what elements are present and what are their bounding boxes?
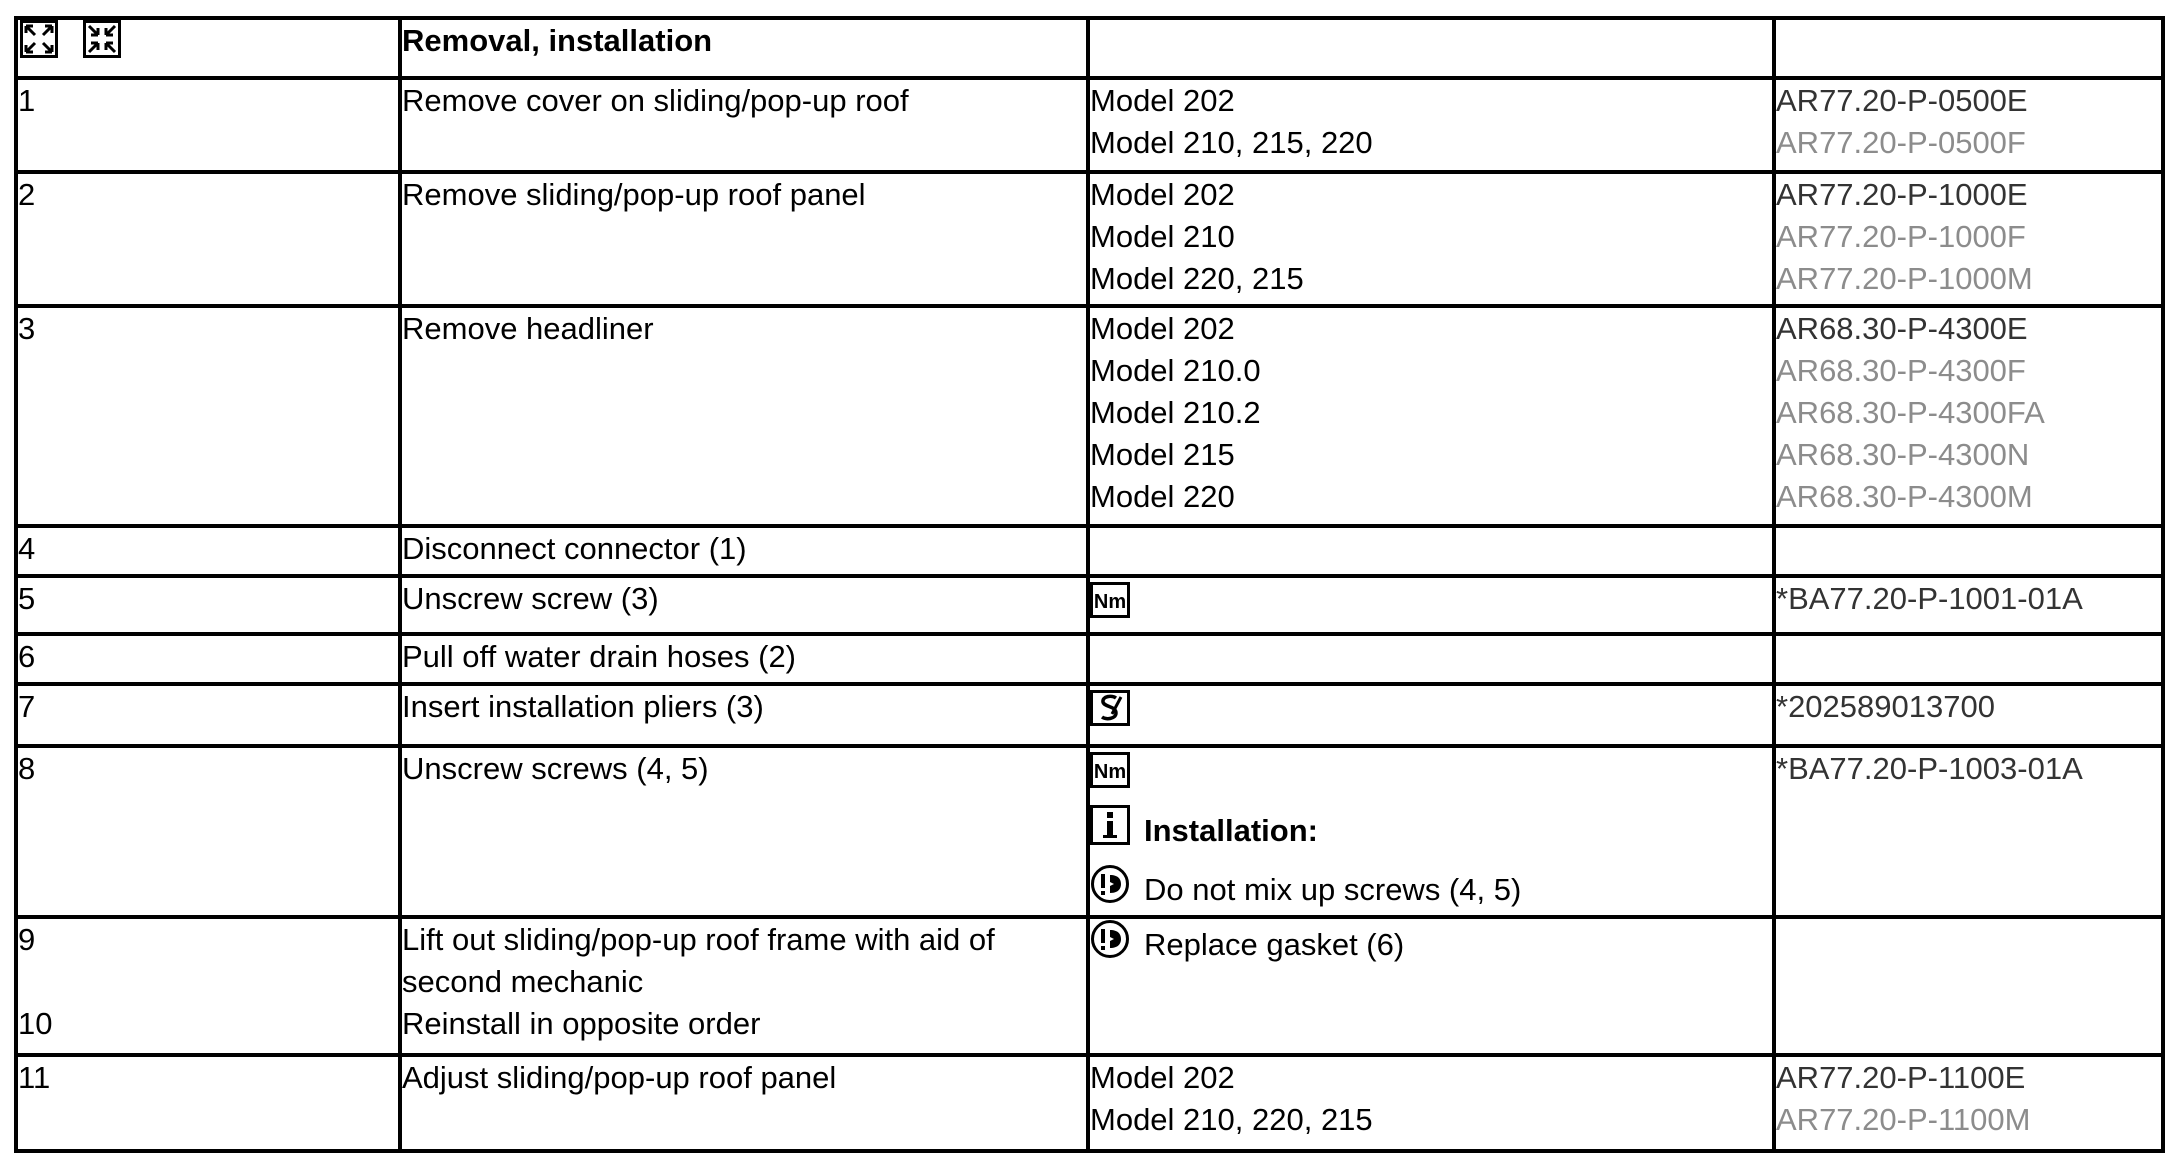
step-action: Unscrew screw (3) [400, 576, 1088, 634]
model-label: Model 202 [1090, 177, 1235, 212]
step-action: Reinstall in opposite order [402, 1006, 761, 1041]
step-number: 2 [16, 172, 400, 306]
step-action: Remove headliner [400, 306, 1088, 526]
step-number: 8 [16, 746, 400, 917]
step-number: 5 [16, 576, 400, 634]
installation-note [1090, 805, 1772, 856]
header-empty-cell [1088, 18, 1774, 78]
special-tool-icon[interactable] [1090, 690, 1130, 737]
caution-icon [1090, 864, 1130, 915]
step-action-cell [400, 917, 1088, 1055]
table-row [16, 172, 2163, 306]
expand-icon[interactable] [20, 20, 58, 69]
caution-text: Replace gasket (6) [1144, 926, 1405, 962]
reference-cell [1774, 306, 2163, 526]
step-action: Disconnect connector (1) [400, 526, 1088, 576]
model-label: Model 202 [1090, 83, 1235, 118]
step-number: 4 [16, 526, 400, 576]
reference-link[interactable]: *BA77.20-P-1003-01A [1774, 746, 2163, 917]
reference-cell [1774, 172, 2163, 306]
model-label: Model 202 [1090, 311, 1235, 346]
model-label: Model 220, 215 [1090, 261, 1304, 296]
step-number: 1 [16, 78, 400, 172]
reference-link[interactable]: AR77.20-P-0500E [1776, 83, 2028, 118]
tool-cell [1088, 576, 1774, 634]
table-row [16, 684, 2163, 746]
step-number: 7 [16, 684, 400, 746]
step-action: Remove cover on sliding/pop-up roof [400, 78, 1088, 172]
table-row [16, 576, 2163, 634]
table-row [16, 917, 2163, 1055]
step-action: Adjust sliding/pop-up roof panel [400, 1055, 1088, 1151]
model-cell [1088, 172, 1774, 306]
empty-cell [1774, 526, 2163, 576]
reference-link[interactable]: *BA77.20-P-1001-01A [1774, 576, 2163, 634]
model-cell [1088, 306, 1774, 526]
reference-link[interactable]: AR68.30-P-4300F [1776, 353, 2026, 388]
step-action: Lift out sliding/pop-up roof frame with aid of second mechanic [402, 922, 995, 999]
caution-note [1090, 864, 1772, 915]
model-label: Model 210, 215, 220 [1090, 125, 1373, 160]
svg-text:Nm: Nm [1093, 761, 1127, 783]
table-row [16, 634, 2163, 684]
model-label: Model 210, 220, 215 [1090, 1102, 1373, 1137]
reference-link[interactable]: AR77.20-P-0500F [1776, 125, 2026, 160]
model-label: Model 202 [1090, 1060, 1235, 1095]
reference-link[interactable]: AR68.30-P-4300M [1776, 479, 2033, 514]
installation-label: Installation: [1144, 812, 1318, 848]
reference-link[interactable]: AR77.20-P-1100M [1776, 1102, 2031, 1137]
model-label: Model 215 [1090, 437, 1235, 472]
model-label: Model 210.2 [1090, 395, 1261, 430]
reference-link[interactable]: AR77.20-P-1000M [1776, 261, 2033, 296]
tool-cell [1088, 684, 1774, 746]
step-action: Insert installation pliers (3) [400, 684, 1088, 746]
empty-cell [1088, 526, 1774, 576]
reference-link[interactable]: AR77.20-P-1100E [1776, 1060, 2026, 1095]
step-action: Pull off water drain hoses (2) [400, 634, 1088, 684]
table-row [16, 1055, 2163, 1151]
table-header-row [16, 18, 2163, 78]
model-label: Model 210 [1090, 219, 1235, 254]
torque-nm-icon[interactable] [1090, 752, 1130, 799]
model-cell [1088, 78, 1774, 172]
note-cell [1088, 917, 1774, 1055]
reference-link[interactable]: AR77.20-P-1000F [1776, 219, 2026, 254]
reference-cell [1774, 78, 2163, 172]
reference-link[interactable]: AR77.20-P-1000E [1776, 177, 2028, 212]
collapse-icon[interactable] [83, 20, 121, 69]
empty-cell [1774, 917, 2163, 1055]
model-label: Model 220 [1090, 479, 1235, 514]
model-label: Model 210.0 [1090, 353, 1261, 388]
reference-link[interactable]: AR68.30-P-4300N [1776, 437, 2030, 472]
tool-cell [1088, 746, 1774, 917]
caution-text: Do not mix up screws (4, 5) [1144, 871, 1522, 907]
caution-note [1090, 919, 1772, 970]
empty-cell [1774, 634, 2163, 684]
step-number: 3 [16, 306, 400, 526]
table-row [16, 306, 2163, 526]
reference-link[interactable]: AR68.30-P-4300E [1776, 311, 2028, 346]
header-empty-cell [1774, 18, 2163, 78]
step-number-cell [16, 917, 400, 1055]
step-number: 6 [16, 634, 400, 684]
torque-nm-icon[interactable] [1090, 582, 1130, 629]
table-row [16, 746, 2163, 917]
reference-link[interactable]: *202589013700 [1774, 684, 2163, 746]
step-action: Remove sliding/pop-up roof panel [400, 172, 1088, 306]
info-icon[interactable] [1090, 805, 1130, 856]
empty-cell [1088, 634, 1774, 684]
step-action: Unscrew screws (4, 5) [400, 746, 1088, 917]
table-row [16, 526, 2163, 576]
caution-icon [1090, 919, 1130, 970]
table-row [16, 78, 2163, 172]
svg-text:Nm: Nm [1093, 591, 1127, 613]
step-number: 9 [18, 922, 36, 957]
header-icons-cell [16, 18, 400, 78]
page-title: Removal, installation [400, 18, 1088, 78]
model-cell [1088, 1055, 1774, 1151]
reference-link[interactable]: AR68.30-P-4300FA [1776, 395, 2045, 430]
reference-cell [1774, 1055, 2163, 1151]
step-number: 11 [16, 1055, 400, 1151]
procedure-table [14, 16, 2165, 1153]
step-number: 10 [18, 1006, 53, 1041]
